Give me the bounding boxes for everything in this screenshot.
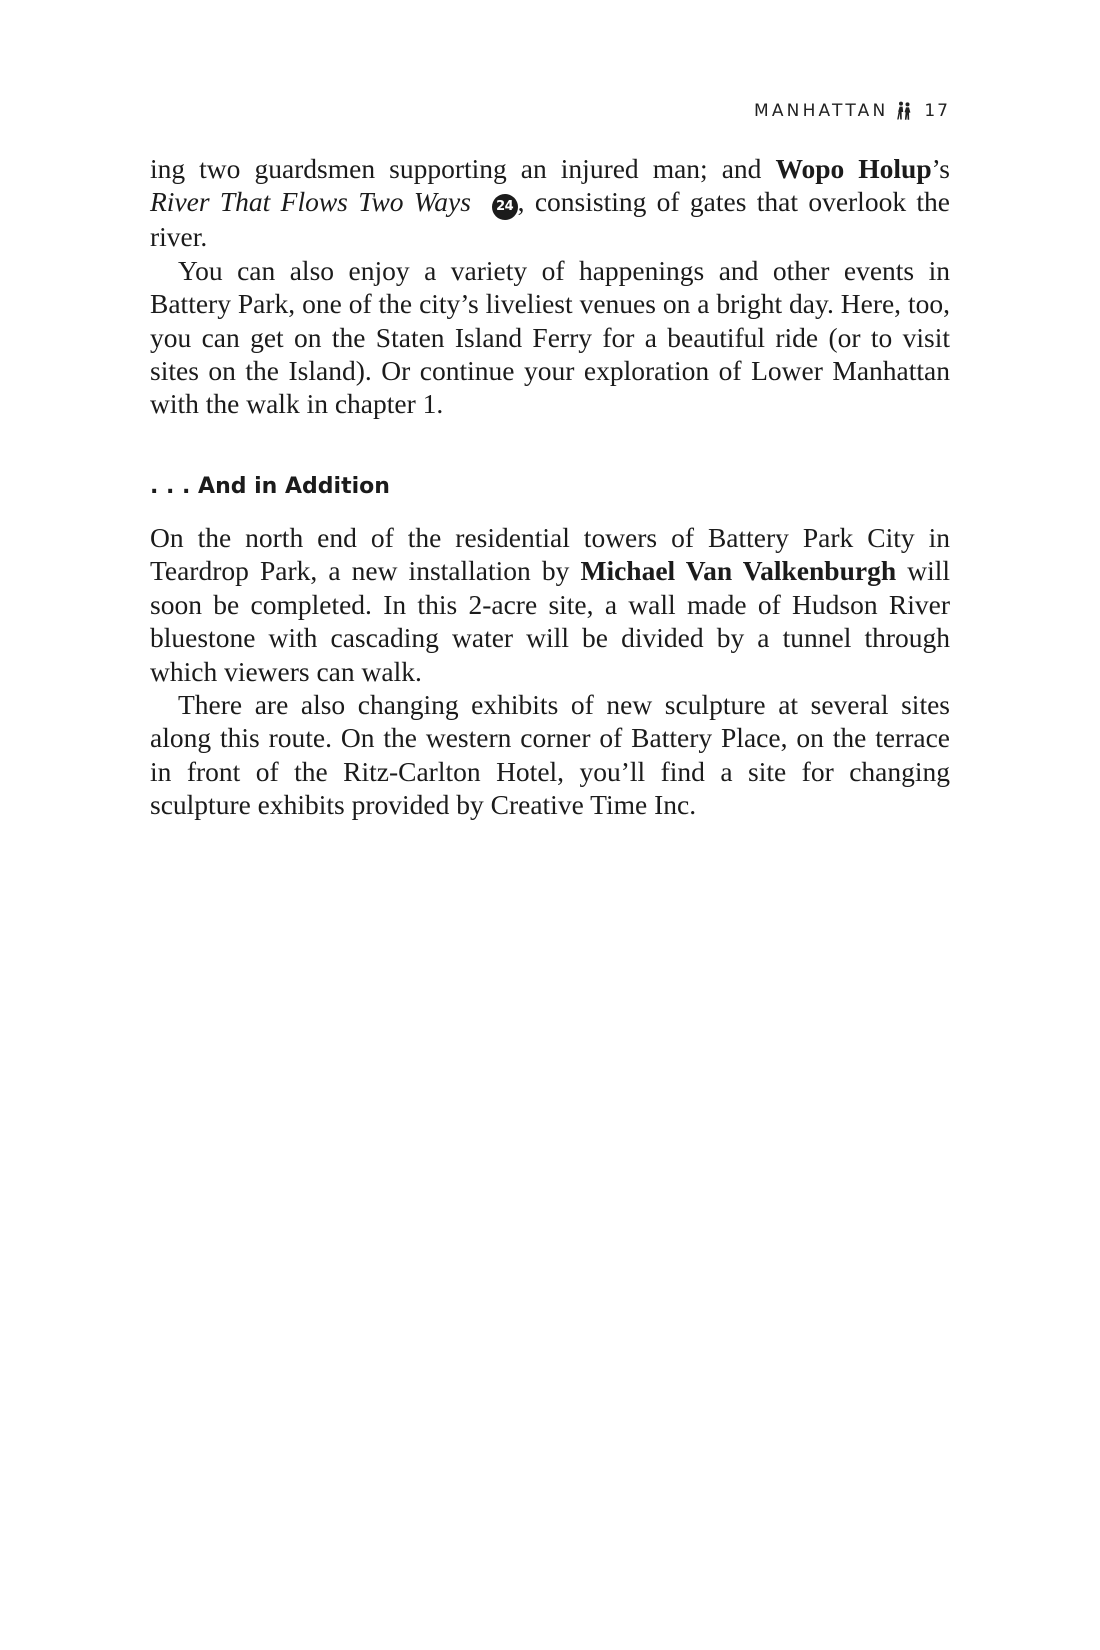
walkers-icon [896, 101, 912, 121]
text-run: ’s [931, 153, 950, 184]
map-marker-number: 24 [492, 194, 518, 220]
section-title: MANHATTAN [753, 101, 889, 121]
body-text-top [150, 152, 950, 421]
paragraph-teardrop-park [150, 521, 950, 688]
artist-name-valkenburgh: Michael Van Valkenburgh [580, 555, 897, 587]
artist-name-holup: Wopo Holup [775, 153, 932, 184]
artwork-title: River That Flows Two Ways [150, 186, 471, 218]
text-run: will soon be completed. In this 2-acre site, a wall made of Hudson River bluestone with cascading water will be divided by a tunnel through which viewers can walk. [150, 555, 951, 687]
running-head [754, 101, 950, 121]
paragraph-continued [150, 152, 950, 254]
body-text-bottom [150, 521, 950, 822]
text-run: On the north end of the residential towers of Battery Park City in Teardrop Park, a new installation by [150, 522, 950, 587]
page-number: 17 [924, 101, 950, 121]
text-run: ing two guardsmen supporting an injured man; and [150, 153, 776, 184]
section-heading: . . . And in Addition [150, 474, 390, 499]
text-run: , consisting of gates that overlook the river. [150, 186, 951, 253]
paragraph-battery-park: You can also enjoy a variety of happenings and other events in Battery Park, one of the city’s liveliest venues on a bright day. Here, too, you can get on the Staten Island Ferry for a beautiful ride (or to visit sites on the Island). Or continue your exploration of Lower Manhattan with the walk in chapter 1. [150, 254, 950, 420]
paragraph-sculpture-exhibits: There are also changing exhibits of new sculpture at several sites along this route. On the western corner of Battery Place, on the terrace in front of the Ritz-Carlton Hotel, you’ll find a site for changing sculpture exhibits provided by Creative Time Inc. [150, 689, 950, 821]
